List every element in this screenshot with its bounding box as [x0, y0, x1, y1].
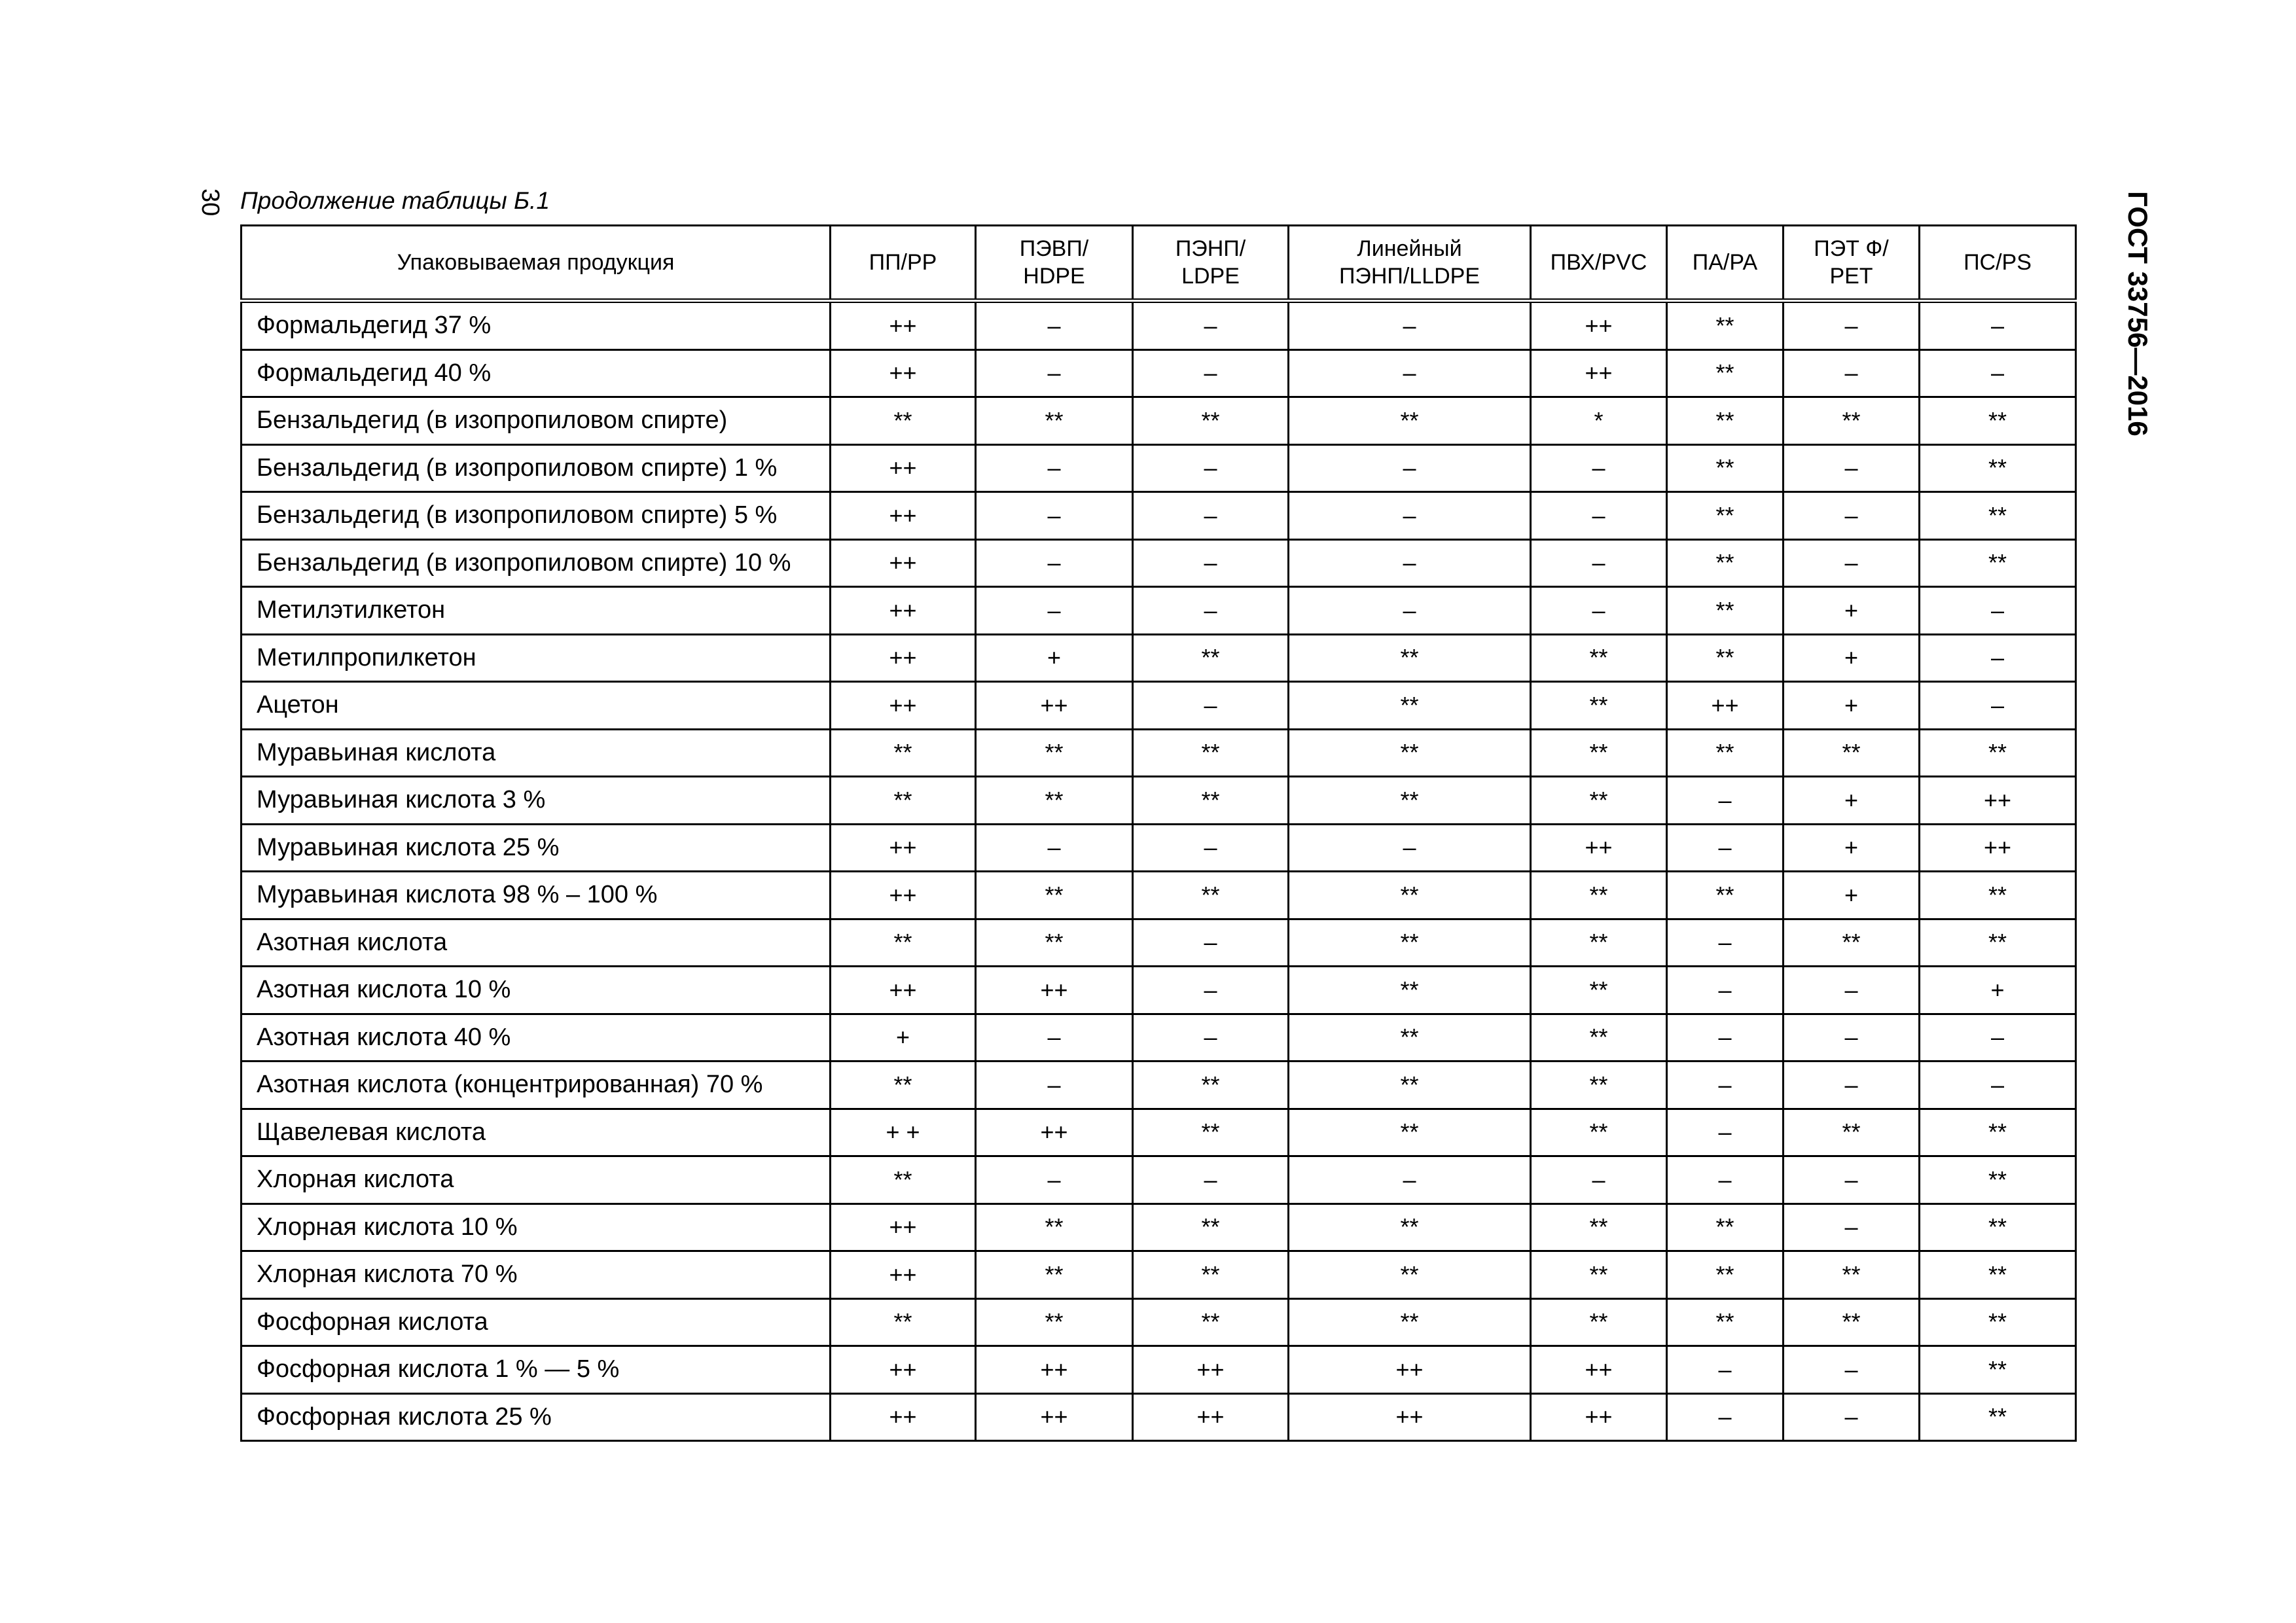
- product-name-cell: Фосфорная кислота 25 %: [242, 1393, 831, 1441]
- table-row: [242, 1393, 2076, 1441]
- rating-cell: **: [1531, 872, 1667, 919]
- rating-cell: –: [1784, 301, 1920, 350]
- table-row: [242, 444, 2076, 492]
- rating-cell: **: [1920, 1393, 2076, 1441]
- product-name-cell: Щавелевая кислота: [242, 1109, 831, 1156]
- rating-cell: **: [1531, 1109, 1667, 1156]
- rating-cell: –: [1920, 587, 2076, 635]
- rating-cell: ++: [831, 682, 976, 730]
- rating-cell: ++: [1531, 301, 1667, 350]
- rating-cell: –: [976, 492, 1133, 540]
- product-name-cell: Метилпропилкетон: [242, 634, 831, 682]
- header-line: LDPE: [1181, 264, 1240, 289]
- rating-cell: **: [1531, 634, 1667, 682]
- rating-cell: **: [1531, 967, 1667, 1014]
- product-name-cell: Бензальдегид (в изопропиловом спирте) 1 %: [242, 444, 831, 492]
- rating-cell: **: [1133, 777, 1289, 825]
- rating-cell: **: [831, 729, 976, 777]
- header-pet: [1784, 226, 1920, 301]
- rating-cell: –: [1667, 1393, 1784, 1441]
- header-line: PET: [1829, 264, 1873, 289]
- rating-cell: **: [1784, 1109, 1920, 1156]
- table-row: [242, 824, 2076, 872]
- rating-cell: ++: [831, 1393, 976, 1441]
- rating-cell: ++: [831, 587, 976, 635]
- table-body: [242, 301, 2076, 1441]
- rating-cell: ++: [976, 682, 1133, 730]
- product-name-cell: Метилэтилкетон: [242, 587, 831, 635]
- table-row: [242, 1204, 2076, 1251]
- rating-cell: **: [976, 919, 1133, 967]
- table-row: [242, 919, 2076, 967]
- rating-cell: **: [1784, 729, 1920, 777]
- rating-cell: –: [1133, 824, 1289, 872]
- rating-cell: **: [1920, 729, 2076, 777]
- table-caption: Продолжение таблицы Б.1: [240, 187, 550, 214]
- rating-cell: –: [1784, 1393, 1920, 1441]
- rating-cell: –: [1289, 444, 1531, 492]
- rating-cell: ++: [831, 634, 976, 682]
- rating-cell: –: [976, 301, 1133, 350]
- table-row: [242, 349, 2076, 397]
- rating-cell: ++: [831, 824, 976, 872]
- header-pa: [1667, 226, 1784, 301]
- rating-cell: +: [976, 634, 1133, 682]
- rating-cell: **: [831, 777, 976, 825]
- rating-cell: **: [1667, 349, 1784, 397]
- rating-cell: **: [1133, 1298, 1289, 1346]
- rating-cell: –: [1289, 349, 1531, 397]
- product-name-cell: Азотная кислота (концентрированная) 70 %: [242, 1061, 831, 1109]
- rating-cell: –: [1289, 539, 1531, 587]
- rating-cell: **: [1531, 919, 1667, 967]
- table-row: [242, 634, 2076, 682]
- rating-cell: –: [1784, 1156, 1920, 1204]
- rating-cell: **: [976, 397, 1133, 445]
- rating-cell: ++: [1920, 777, 2076, 825]
- rating-cell: **: [1531, 1251, 1667, 1299]
- table-row: [242, 539, 2076, 587]
- product-name-cell: Бензальдегид (в изопропиловом спирте): [242, 397, 831, 445]
- product-name-cell: Азотная кислота: [242, 919, 831, 967]
- rating-cell: **: [976, 777, 1133, 825]
- rating-cell: **: [1531, 777, 1667, 825]
- rating-cell: ++: [976, 967, 1133, 1014]
- rating-cell: ++: [1289, 1393, 1531, 1441]
- rating-cell: ++: [1133, 1346, 1289, 1394]
- rating-cell: –: [1531, 1156, 1667, 1204]
- product-name-cell: Хлорная кислота 10 %: [242, 1204, 831, 1251]
- document-code: ГОСТ 33756—2016: [2123, 191, 2153, 437]
- rating-cell: **: [976, 729, 1133, 777]
- product-name-cell: Фосфорная кислота 1 % — 5 %: [242, 1346, 831, 1394]
- rating-cell: **: [1133, 1109, 1289, 1156]
- rating-cell: **: [976, 1298, 1133, 1346]
- header-line: ПЭТ Ф/: [1814, 236, 1889, 261]
- table-row: [242, 1014, 2076, 1061]
- rating-cell: –: [1289, 301, 1531, 350]
- rating-cell: –: [1531, 539, 1667, 587]
- rating-cell: –: [1784, 1061, 1920, 1109]
- rating-cell: ++: [976, 1393, 1133, 1441]
- product-name-cell: Ацетон: [242, 682, 831, 730]
- rating-cell: –: [1667, 777, 1784, 825]
- header-ps: [1920, 226, 2076, 301]
- rating-cell: ++: [1133, 1393, 1289, 1441]
- product-name-cell: Муравьиная кислота 98 % – 100 %: [242, 872, 831, 919]
- rating-cell: **: [1289, 634, 1531, 682]
- rating-cell: ++: [831, 967, 976, 1014]
- product-name-cell: Бензальдегид (в изопропиловом спирте) 10 %: [242, 539, 831, 587]
- rating-cell: –: [1667, 967, 1784, 1014]
- rating-cell: **: [1289, 1061, 1531, 1109]
- rating-cell: **: [1289, 967, 1531, 1014]
- rating-cell: **: [1920, 872, 2076, 919]
- rating-cell: **: [1289, 1014, 1531, 1061]
- rating-cell: **: [1784, 919, 1920, 967]
- rating-cell: –: [1289, 587, 1531, 635]
- rating-cell: **: [1920, 919, 2076, 967]
- rating-cell: –: [1133, 1156, 1289, 1204]
- rating-cell: –: [1784, 1204, 1920, 1251]
- table-row: [242, 301, 2076, 350]
- product-name-cell: Хлорная кислота: [242, 1156, 831, 1204]
- rating-cell: +: [1784, 587, 1920, 635]
- rating-cell: **: [1920, 539, 2076, 587]
- header-line: ПЭНП/: [1175, 236, 1246, 261]
- rating-cell: **: [1667, 539, 1784, 587]
- header-hdpe: [976, 226, 1133, 301]
- rating-cell: + +: [831, 1109, 976, 1156]
- rating-cell: **: [1920, 1156, 2076, 1204]
- rating-cell: –: [1289, 1156, 1531, 1204]
- rating-cell: **: [1920, 444, 2076, 492]
- table-row: [242, 872, 2076, 919]
- rating-cell: –: [1667, 1109, 1784, 1156]
- rating-cell: **: [1133, 634, 1289, 682]
- rating-cell: ++: [1531, 824, 1667, 872]
- rating-cell: –: [1667, 1061, 1784, 1109]
- table-row: [242, 1109, 2076, 1156]
- product-name-cell: Муравьиная кислота 25 %: [242, 824, 831, 872]
- rating-cell: –: [1133, 444, 1289, 492]
- rating-cell: –: [1133, 587, 1289, 635]
- header-line: Упаковываемая продукция: [397, 250, 675, 275]
- rating-cell: ++: [1667, 682, 1784, 730]
- table-row: [242, 1156, 2076, 1204]
- header-lldpe: [1289, 226, 1531, 301]
- rating-cell: –: [1133, 682, 1289, 730]
- rating-cell: **: [1531, 1061, 1667, 1109]
- rating-cell: **: [1289, 1298, 1531, 1346]
- product-name-cell: Муравьиная кислота 3 %: [242, 777, 831, 825]
- rating-cell: **: [1920, 1298, 2076, 1346]
- header-pp: [831, 226, 976, 301]
- product-name-cell: Азотная кислота 40 %: [242, 1014, 831, 1061]
- table-row: [242, 587, 2076, 635]
- table-row: [242, 1251, 2076, 1299]
- rating-cell: –: [1667, 1156, 1784, 1204]
- header-line: ПЭВП/: [1019, 236, 1089, 261]
- rating-cell: **: [1289, 919, 1531, 967]
- product-name-cell: Азотная кислота 10 %: [242, 967, 831, 1014]
- rating-cell: –: [976, 1156, 1133, 1204]
- rating-cell: –: [1667, 824, 1784, 872]
- rating-cell: **: [1289, 1251, 1531, 1299]
- rating-cell: **: [976, 1204, 1133, 1251]
- rating-cell: **: [1667, 587, 1784, 635]
- rating-cell: ++: [831, 492, 976, 540]
- product-name-cell: Фосфорная кислота: [242, 1298, 831, 1346]
- rating-cell: ++: [1920, 824, 2076, 872]
- rating-cell: –: [1784, 349, 1920, 397]
- rating-cell: **: [1667, 301, 1784, 350]
- rating-cell: –: [1920, 1014, 2076, 1061]
- rating-cell: **: [1531, 729, 1667, 777]
- rating-cell: –: [1920, 682, 2076, 730]
- rating-cell: +: [1784, 824, 1920, 872]
- rating-cell: –: [1289, 824, 1531, 872]
- rating-cell: **: [1784, 1298, 1920, 1346]
- rating-cell: –: [976, 824, 1133, 872]
- rating-cell: –: [1133, 919, 1289, 967]
- rating-cell: **: [1289, 1204, 1531, 1251]
- rating-cell: ++: [831, 1251, 976, 1299]
- rating-cell: –: [1531, 587, 1667, 635]
- rating-cell: **: [1531, 682, 1667, 730]
- table-row: [242, 682, 2076, 730]
- rating-cell: –: [1920, 349, 2076, 397]
- rating-cell: –: [976, 349, 1133, 397]
- rating-cell: –: [1531, 444, 1667, 492]
- rating-cell: **: [1784, 1251, 1920, 1299]
- rating-cell: +: [831, 1014, 976, 1061]
- rating-cell: **: [1667, 1204, 1784, 1251]
- rating-cell: –: [1133, 349, 1289, 397]
- rating-cell: **: [831, 1298, 976, 1346]
- table-row: [242, 1346, 2076, 1394]
- rating-cell: ++: [831, 444, 976, 492]
- rating-cell: **: [1133, 872, 1289, 919]
- rating-cell: –: [1784, 539, 1920, 587]
- page-number: 30: [196, 188, 224, 217]
- rating-cell: +: [1784, 634, 1920, 682]
- rating-cell: –: [1784, 967, 1920, 1014]
- product-name-cell: Формальдегид 37 %: [242, 301, 831, 350]
- rating-cell: **: [1667, 729, 1784, 777]
- rating-cell: **: [1920, 492, 2076, 540]
- rating-cell: –: [976, 587, 1133, 635]
- rating-cell: –: [1133, 539, 1289, 587]
- rating-cell: ++: [1531, 1346, 1667, 1394]
- header-line: ПА/PA: [1692, 250, 1758, 275]
- rating-cell: **: [1289, 1109, 1531, 1156]
- rating-cell: **: [1920, 397, 2076, 445]
- rating-cell: –: [1667, 1014, 1784, 1061]
- rating-cell: **: [1531, 1204, 1667, 1251]
- header-product: [242, 226, 831, 301]
- rating-cell: –: [1133, 492, 1289, 540]
- rating-cell: **: [1531, 1298, 1667, 1346]
- rating-cell: **: [1133, 1204, 1289, 1251]
- rating-cell: **: [1920, 1346, 2076, 1394]
- table-row: [242, 1298, 2076, 1346]
- header-line: HDPE: [1023, 264, 1085, 289]
- product-name-cell: Формальдегид 40 %: [242, 349, 831, 397]
- rating-cell: –: [1784, 1014, 1920, 1061]
- rating-cell: **: [1133, 1061, 1289, 1109]
- rating-cell: ++: [831, 349, 976, 397]
- rating-cell: **: [1667, 634, 1784, 682]
- table-row: [242, 1061, 2076, 1109]
- table-row: [242, 397, 2076, 445]
- rating-cell: **: [831, 919, 976, 967]
- table-row: [242, 777, 2076, 825]
- rating-cell: –: [1289, 492, 1531, 540]
- rating-cell: –: [976, 539, 1133, 587]
- rating-cell: **: [1133, 1251, 1289, 1299]
- header-pvc: [1531, 226, 1667, 301]
- rating-cell: ++: [1531, 349, 1667, 397]
- rating-cell: **: [1667, 872, 1784, 919]
- rating-cell: **: [1133, 397, 1289, 445]
- rating-cell: **: [976, 1251, 1133, 1299]
- rating-cell: ++: [1531, 1393, 1667, 1441]
- rating-cell: **: [976, 872, 1133, 919]
- rating-cell: **: [1784, 397, 1920, 445]
- rating-cell: **: [1133, 729, 1289, 777]
- rating-cell: +: [1784, 682, 1920, 730]
- product-name-cell: Хлорная кислота 70 %: [242, 1251, 831, 1299]
- rating-cell: ++: [831, 301, 976, 350]
- rating-cell: –: [1784, 444, 1920, 492]
- header-line: ПЭНП/LLDPE: [1338, 264, 1480, 289]
- rating-cell: ++: [831, 1346, 976, 1394]
- rating-cell: **: [831, 1156, 976, 1204]
- rating-cell: –: [976, 1014, 1133, 1061]
- rating-cell: –: [1920, 634, 2076, 682]
- rating-cell: *: [1531, 397, 1667, 445]
- rating-cell: **: [1289, 777, 1531, 825]
- header-line: ПП/PP: [869, 250, 937, 275]
- table-header-row: [242, 226, 2076, 301]
- rating-cell: **: [1920, 1109, 2076, 1156]
- rating-cell: –: [1133, 301, 1289, 350]
- rating-cell: **: [831, 1061, 976, 1109]
- rating-cell: ++: [976, 1346, 1133, 1394]
- rating-cell: **: [1289, 397, 1531, 445]
- rating-cell: –: [1784, 1346, 1920, 1394]
- rating-cell: ++: [831, 539, 976, 587]
- header-line: ПВХ/PVC: [1550, 250, 1647, 275]
- rating-cell: +: [1920, 967, 2076, 1014]
- rating-cell: **: [1289, 872, 1531, 919]
- rating-cell: ++: [1289, 1346, 1531, 1394]
- rating-cell: –: [976, 1061, 1133, 1109]
- rating-cell: ++: [831, 1204, 976, 1251]
- rating-cell: –: [1920, 301, 2076, 350]
- rating-cell: +: [1784, 872, 1920, 919]
- compatibility-table: [240, 224, 2077, 1442]
- rating-cell: **: [1289, 682, 1531, 730]
- rating-cell: **: [1289, 729, 1531, 777]
- table-row: [242, 492, 2076, 540]
- rating-cell: ++: [976, 1109, 1133, 1156]
- rating-cell: –: [1667, 919, 1784, 967]
- header-line: Линейный: [1357, 236, 1462, 261]
- rating-cell: **: [1667, 397, 1784, 445]
- product-name-cell: Бензальдегид (в изопропиловом спирте) 5 %: [242, 492, 831, 540]
- rating-cell: –: [1531, 492, 1667, 540]
- rating-cell: **: [831, 397, 976, 445]
- rating-cell: –: [1784, 492, 1920, 540]
- header-line: ПС/PS: [1964, 250, 2032, 275]
- rating-cell: –: [976, 444, 1133, 492]
- rating-cell: **: [1920, 1204, 2076, 1251]
- rating-cell: –: [1920, 1061, 2076, 1109]
- rating-cell: +: [1784, 777, 1920, 825]
- rating-cell: –: [1133, 1014, 1289, 1061]
- rating-cell: **: [1920, 1251, 2076, 1299]
- rating-cell: **: [1667, 1251, 1784, 1299]
- rating-cell: –: [1133, 967, 1289, 1014]
- rating-cell: ++: [831, 872, 976, 919]
- rating-cell: **: [1667, 1298, 1784, 1346]
- header-ldpe: [1133, 226, 1289, 301]
- table-row: [242, 729, 2076, 777]
- rating-cell: **: [1531, 1014, 1667, 1061]
- table-row: [242, 967, 2076, 1014]
- rating-cell: **: [1667, 444, 1784, 492]
- compatibility-table-container: [240, 224, 2077, 1442]
- rating-cell: **: [1667, 492, 1784, 540]
- rating-cell: –: [1667, 1346, 1784, 1394]
- product-name-cell: Муравьиная кислота: [242, 729, 831, 777]
